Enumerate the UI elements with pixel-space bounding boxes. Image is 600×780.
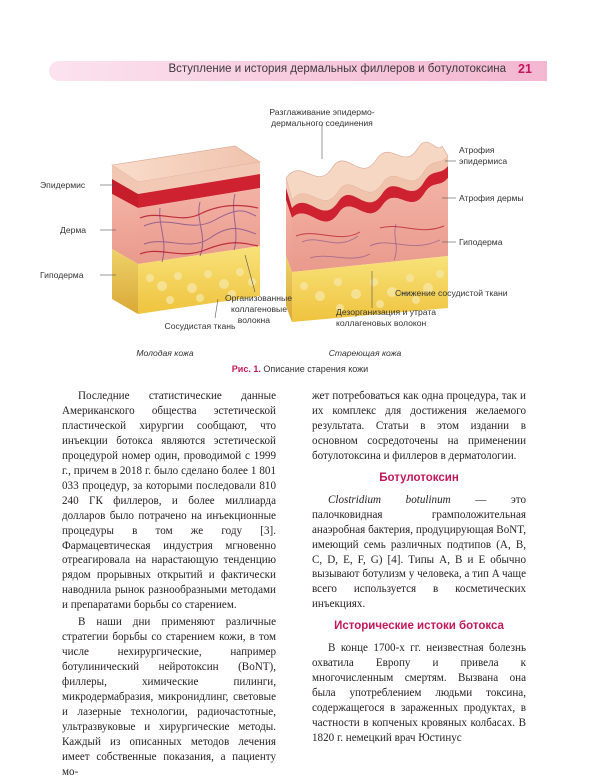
label-collagen-1: Организованные [224, 293, 292, 303]
label-hypodermis: Гиподерма [40, 270, 84, 280]
text-column-right [312, 389, 526, 746]
text-column-left [62, 389, 276, 780]
label-disorg-2: коллагеновых волокон [336, 318, 427, 328]
label-vascular-reduction: Снижение сосудистой ткани [395, 288, 508, 298]
section-heading-botulinum-toxin: Ботулотоксин [379, 471, 459, 484]
label-dermis: Дерма [60, 225, 87, 235]
paragraph-strategies: В наши дни применяют различные стратегии борьбы со старением кожи, в том числе нехирургические, например ботулинический нейротоксин (BoNT), филлеры, химические пилинги, микродермабразия, микронидлинг, световые и лазерные технологии, радиочастотные, ультразвуковые и хирургические методы. Каждый из описанных методов лечения имеет собственные показания, а пациенту мо- [62, 616, 276, 778]
label-epidermal-atrophy-1: Атрофия [459, 145, 495, 155]
paragraph-history: В конце 1700-х гг. неизвестная болезнь охватила Европу и привела к многочисленным смертям. Вызвана она была употреблением людьми токсина, содержащегося в зараженных продуктах, в частности в копченых кровяных колбасах. В 1820 г. немецкий врач Юстинус [312, 642, 526, 745]
skin-aging-figure [40, 96, 560, 362]
label-right-hypodermis: Гиподерма [459, 237, 503, 247]
label-collagen-3: волокна [237, 315, 270, 325]
figure-caption-text: Описание старения кожи [263, 364, 369, 374]
label-smoothing-2: дермального соединения [271, 118, 373, 128]
running-head: Вступление и история дермальных филлеров и ботулотоксина [168, 63, 506, 75]
label-smoothing-1: Разглаживание эпидермо- [269, 107, 375, 117]
paragraph-clostridium-text: — это палочковидная грамположительная анаэробная бактерия, продуцирующая BoNT, имеющий семь различных подтипов (A, B, C, D, E, F, G) [4]. Типы A, B и E обычно вызывают ботулизм у человека, а тип A чаще всего используется в косметических инъекциях. [312, 493, 526, 611]
young-skin-block [112, 146, 260, 314]
paragraph-statistics: Последние статистические данные Американского общества эстетической пластической хирургии сообщают, что инъекции ботокса являются эстетической процедурой номер один, проводимой с 1999 г., причем в 2018 г. было сделано более 1 801 033 процедур, за которыми последовали 810 240 ГК филлеров, и более миллиарда долларов было потрачено на инъекционные процедуры в том же году [3]. Фармацевтическая индустрия мгновенно отреагировала на нарастающую тенденцию рядом прорывных открытий и фактически наводнила рынок разнообразными методами и препаратами борьбы со старением. [62, 390, 276, 612]
figure-caption-lead: Рис. 1. [231, 364, 261, 374]
panel-aging-label: Стареющая кожа [328, 348, 402, 358]
panel-young-label: Молодая кожа [136, 348, 194, 358]
paragraph-clostridium [312, 493, 526, 613]
label-disorg-1: Дезорганизация и утрата [336, 307, 436, 317]
label-epidermal-atrophy-2: эпидермиса [459, 156, 508, 166]
paragraph-continuation: жет потребоваться как одна процедура, так и их комплекс для достижения желаемого результата. Статьи в этом издании в основном сосредоточены на применении ботулотоксина и филлеров в дерматологии. [312, 390, 526, 462]
label-dermal-atrophy: Атрофия дермы [459, 193, 524, 203]
figure-caption [0, 364, 600, 374]
species-name: Clostridium botulinum [328, 493, 451, 506]
label-epidermis: Эпидермис [40, 180, 86, 190]
section-heading-history: Исторические истоки ботокса [334, 620, 504, 633]
label-collagen-2: коллагеновые [230, 304, 287, 314]
page-number: 21 [518, 62, 532, 76]
label-vascular: Сосудистая ткань [164, 321, 236, 331]
